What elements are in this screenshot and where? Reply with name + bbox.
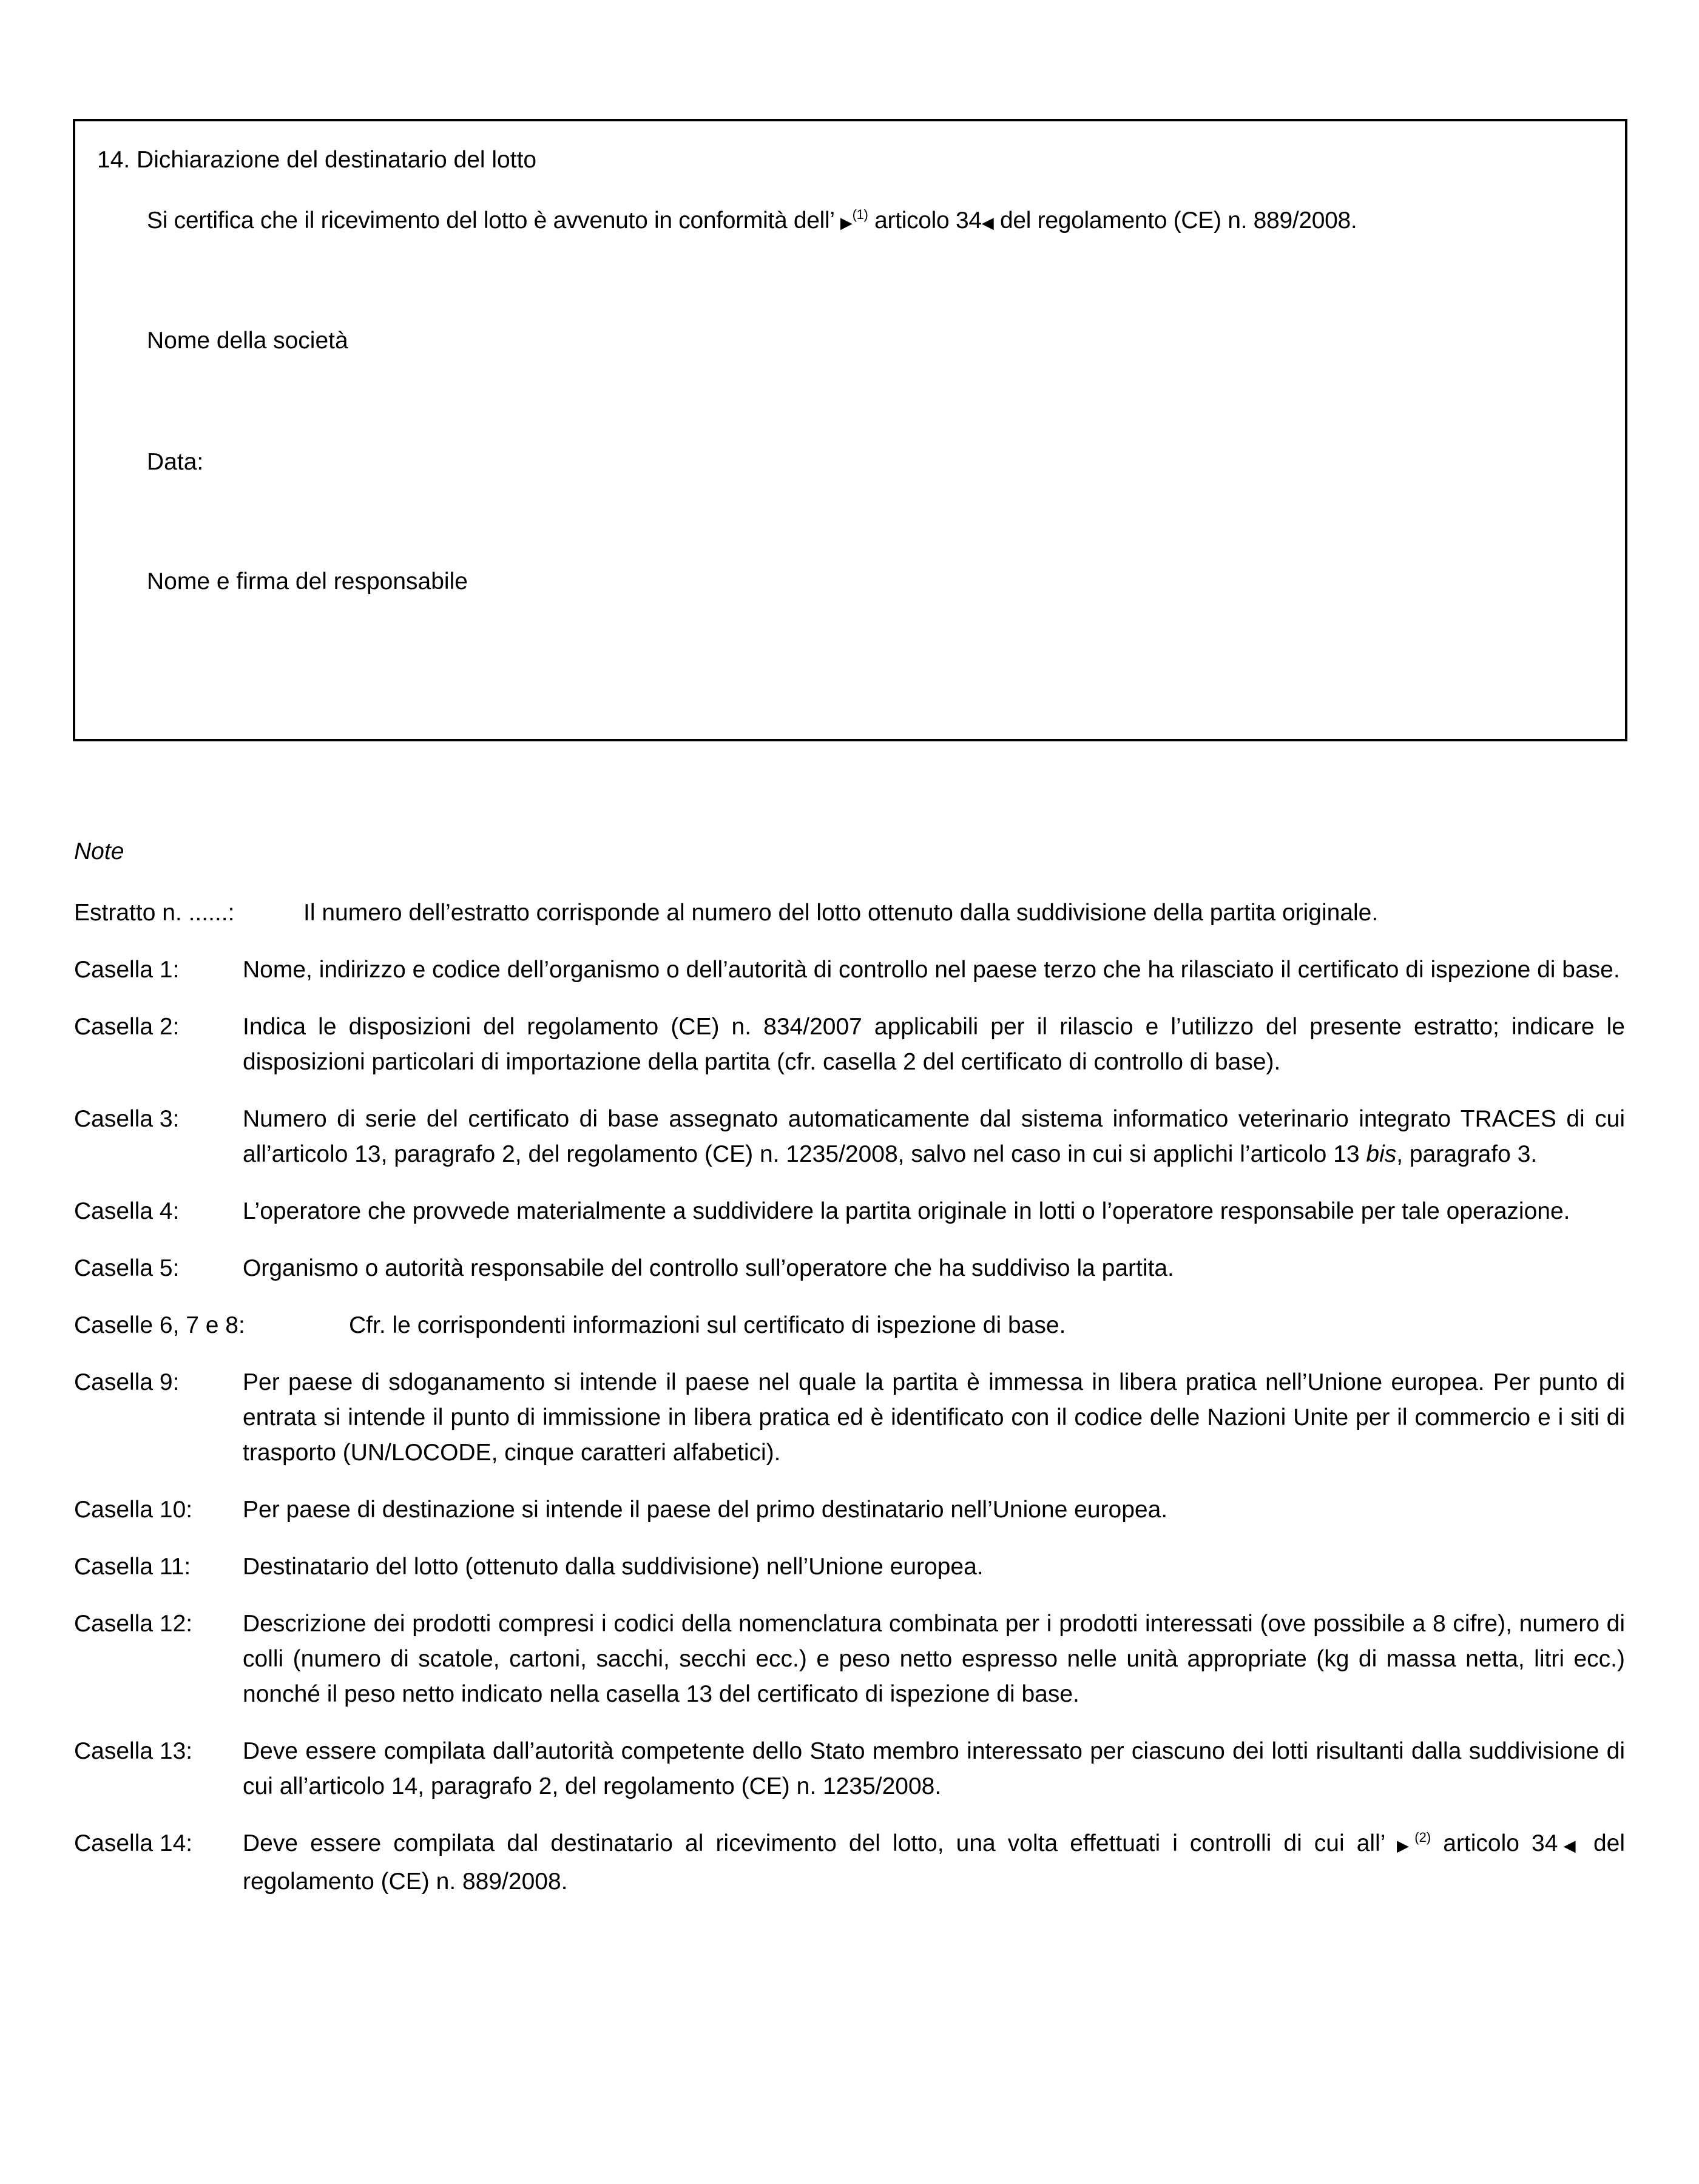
note-label: Casella 11:: [74, 1554, 191, 1580]
note-estratto: [74, 895, 1625, 931]
note-casella-12: [74, 1606, 1625, 1712]
note-text: Cfr. le corrispondenti informazioni sul certificato di ispezione di base.: [349, 1312, 1066, 1338]
note-casella-13: [74, 1734, 1625, 1804]
note-label: Estratto n. ......:: [74, 900, 235, 926]
note-text: Il numero dell’estratto corrisponde al numero del lotto ottenuto dalla suddivisione della partita originale.: [303, 900, 1379, 926]
note-text: Nome, indirizzo e codice dell’organismo o dell’autorità di controllo nel paese terzo che ha rilasciato il certificato di ispezione di base.: [243, 957, 1620, 983]
note-label: Casella 12:: [74, 1611, 193, 1637]
note-text-segment: del regolamento (CE) n. 889/2008.: [243, 1830, 1625, 1895]
note-label: Casella 3:: [74, 1106, 180, 1132]
note-label: Casella 14:: [74, 1830, 193, 1856]
note-text: Per paese di sdoganamento si intende il paese nel quale la partita è immessa in libera pratica nell’Unione europea. Per punto di entrata si intende il punto di immissione in libera pratica ed è identificato con il codice delle Nazioni Unite per il commercio e i siti di trasporto (UN/LOCODE, cinque caratteri alfabetici).: [243, 1369, 1625, 1466]
note-text: [243, 1102, 1625, 1172]
footnote-ref-2: (2): [1414, 1830, 1431, 1845]
note-text: L’operatore che provvede materialmente a suddividere la partita originale in lotti o l’operatore responsabile per tale operazione.: [243, 1198, 1570, 1224]
note-text: Indica le disposizioni del regolamento (CE) n. 834/2007 applicabili per il rilascio e l’utilizzo del presente estratto; indicare le disposizioni particolari di importazione della partita (cfr. casella 2 del certificato di controllo di base).: [243, 1014, 1625, 1075]
note-casella-2: [74, 1009, 1625, 1080]
note-casella-11: [74, 1549, 1625, 1585]
note-label: Casella 1:: [74, 957, 180, 983]
signature-label: Nome e firma del responsabile: [147, 568, 468, 595]
note-text-italic-bis: bis: [1366, 1141, 1397, 1167]
date-label: Data:: [147, 449, 204, 475]
note-label: Casella 2:: [74, 1014, 180, 1040]
note-amended-text: articolo 34: [1431, 1830, 1558, 1856]
footnote-ref-1: (1): [852, 207, 868, 222]
note-casella-5: [74, 1251, 1625, 1286]
note-text-segment: , paragrafo 3.: [1396, 1141, 1538, 1167]
change-marker-close-icon: ◀: [981, 214, 994, 232]
notes-list: [74, 895, 1625, 1921]
note-casella-4: [74, 1194, 1625, 1229]
note-text: Organismo o autorità responsabile del controllo sull’operatore che ha suddiviso la partita.: [243, 1255, 1174, 1281]
note-casella-10: [74, 1492, 1625, 1528]
notes-heading: Note: [74, 838, 124, 864]
note-text: Deve essere compilata dall’autorità competente dello Stato membro interessato per ciascuno dei lotti risultanti dalla suddivisione di cui all’articolo 14, paragrafo 2, del regolamento (CE) n. 1235/2008.: [243, 1738, 1625, 1799]
note-label: Casella 4:: [74, 1198, 180, 1224]
note-casella-1: [74, 952, 1625, 988]
note-caselle-6-7-8: [74, 1308, 1625, 1343]
note-casella-3: [74, 1102, 1625, 1172]
note-text: Per paese di destinazione si intende il paese del primo destinatario nell’Unione europea.: [243, 1497, 1168, 1523]
note-label: Casella 13:: [74, 1738, 193, 1764]
company-name-label: Nome della società: [147, 328, 348, 354]
certification-text-before: Si certifica che il ricevimento del lotto è avvenuto in conformità dell’: [147, 207, 840, 234]
note-casella-14: [74, 1826, 1625, 1899]
change-marker-open-icon: ▶: [840, 214, 853, 232]
declaration-box-title: 14. Dichiarazione del destinatario del lotto: [97, 147, 537, 173]
change-marker-open-icon: ▶: [1397, 1837, 1415, 1855]
change-marker-close-icon: ◀: [1558, 1837, 1581, 1855]
certification-amended-text: articolo 34: [868, 207, 982, 234]
certification-statement: [147, 207, 1357, 234]
declaration-box: [73, 119, 1627, 741]
note-label: Caselle 6, 7 e 8:: [74, 1312, 245, 1338]
note-text: Destinatario del lotto (ottenuto dalla suddivisione) nell’Unione europea.: [243, 1554, 984, 1580]
note-text-segment: Numero di serie del certificato di base assegnato automaticamente dal sistema informatico veterinario integrato TRACES di cui all’articolo 13, paragrafo 2, del regolamento (CE) n. 1235/2008, salvo nel caso in cui si applichi l’articolo 13: [243, 1106, 1625, 1167]
note-label: Casella 10:: [74, 1497, 193, 1523]
note-text: Descrizione dei prodotti compresi i codici della nomenclatura combinata per i prodotti interessati (ove possibile a 8 cifre), numero di colli (numero di scatole, cartoni, sacchi, secchi ecc.) e peso netto espresso nelle unità appropriate (kg di massa netta, litri ecc.) nonché il peso netto indicato nella casella 13 del certificato di ispezione di base.: [243, 1611, 1625, 1707]
note-casella-9: [74, 1365, 1625, 1471]
certification-text-after: del regolamento (CE) n. 889/2008.: [993, 207, 1357, 234]
note-label: Casella 5:: [74, 1255, 180, 1281]
note-text-segment: Deve essere compilata dal destinatario al ricevimento del lotto, una volta effettuati i controlli di cui all’: [243, 1830, 1397, 1856]
note-label: Casella 9:: [74, 1369, 180, 1395]
note-text: [243, 1826, 1625, 1899]
